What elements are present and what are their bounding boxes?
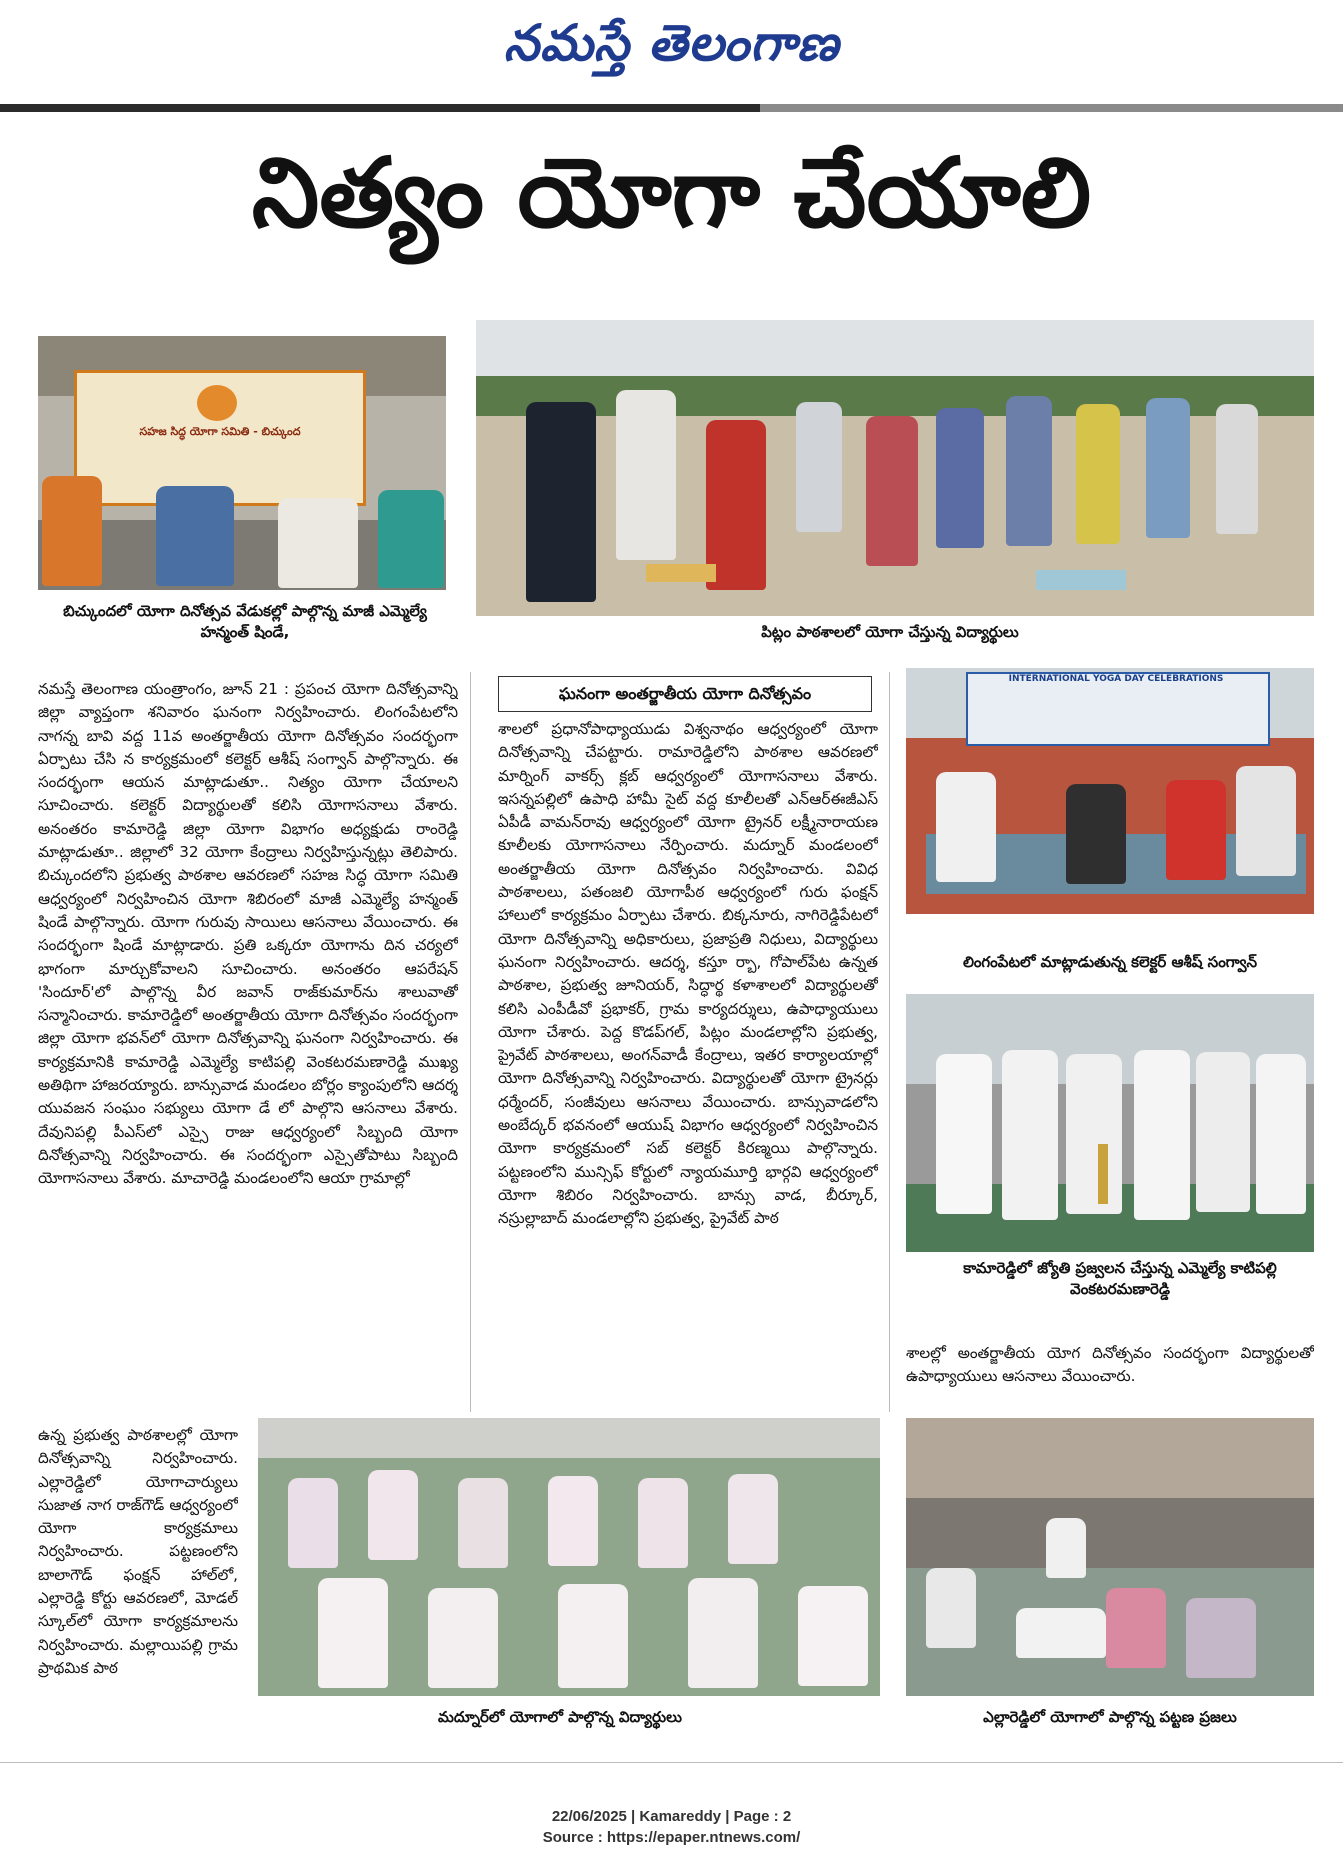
masthead-rule-accent: [760, 104, 1343, 112]
photo-madnoor: [258, 1418, 880, 1696]
yoga-logo-icon: [197, 385, 237, 421]
caption-pitlam: పిట్లం పాఠశాలలో యోగా చేస్తున్న విద్యార్థులు: [761, 623, 1019, 641]
lamp-icon: [1098, 1144, 1108, 1204]
footer-source-link[interactable]: Source : https://epaper.ntnews.com/: [542, 1829, 801, 1846]
banner-text: INTERNATIONAL YOGA DAY CELEBRATIONS: [1008, 674, 1224, 684]
photo-bichkunda: [38, 336, 446, 590]
article-photo4-continued: శాలల్లో అంతర్జాతీయ యోగ దినోత్సవం సందర్భంగా విద్యార్థులతో ఉపాధ్యాయులు ఆసనాలు వేయించారు.: [906, 1344, 1314, 1386]
caption-yellareddy: ఎల్లారెడ్డిలో యోగాలో పాల్గొన్న పట్టణ ప్రజలు: [983, 1708, 1237, 1726]
caption-lingampet: లింగంపేటలో మాట్లాడుతున్న కలెక్టర్ ఆశీష్ సంగ్వాన్: [962, 953, 1258, 971]
article-column-1-continued: ఉన్న ప్రభుత్వ పాఠశాలల్లో యోగా దినోత్సవాన్ని నిర్వహించారు. ఎల్లారెడ్డిలో యోగాచార్యులు సుజాత నాగ రాజ్‌గౌడ్ ఆధ్వర్యంలో యోగా కార్యక్రమాలు నిర్వహించారు. పట్టణంలోని బాలాగౌడ్ ఫంక్షన్ హాల్‌లో, ఎల్లారెడ్డి కోర్టు ఆవరణలో, మోడల్ స్కూల్‌లో యోగా కార్యక్రమాలను నిర్వహించారు. మల్లాయిపల్లి గ్రామ ప్రాథమిక పాఠ: [38, 1426, 238, 1677]
caption-kamareddy: కామారెడ్డిలో జ్యోతి ప్రజ్వలన చేస్తున్న ఎమ్మెల్యే కాటిపల్లి వెంకటరమణారెడ్డి: [963, 1259, 1277, 1298]
column-rule: [470, 672, 471, 1412]
headline: నిత్యం యోగా చేయాలి: [251, 137, 1092, 249]
photo-yellareddy: [906, 1418, 1314, 1696]
caption-bichkunda: బిచ్కుందలో యోగా దినోత్సవ వేడుకల్లో పాల్గొన్న మాజీ ఎమ్మెల్యే హన్మంత్ షిండే,: [63, 602, 427, 641]
column-rule: [889, 672, 890, 1412]
photo-kamareddy: [906, 994, 1314, 1252]
caption-madnoor: మద్నూర్‌లో యోగాలో పాల్గొన్న విద్యార్థులు: [438, 1708, 682, 1726]
masthead: [0, 0, 1343, 100]
masthead-logo: నమస్తే తెలంగాణ: [503, 14, 840, 72]
photo-lingampet: [906, 668, 1314, 914]
banner-text: సహజ సిద్ధ యోగా సమితి - బిచ్కుంద: [139, 425, 301, 438]
subhead: ఘనంగా అంతర్జాతీయ యోగా దినోత్సవం: [498, 676, 872, 712]
article-column-1: నమస్తే తెలంగాణ యంత్రాంగం, జూన్ 21 : ప్రపంచ యోగా దినోత్సవాన్ని జిల్లా వ్యాప్తంగా శనివారం ఘనంగా నిర్వహించారు. లింగంపేటలోని నాగన్న బావి వద్ద 11వ అంతర్జాతీయ యోగా దినోత్సవం సందర్భంగా ఏర్పాటు చేసి న కార్యక్రమంలో కలెక్టర్ ఆశీష్ సంగ్వాన్ పాల్గొన్నారు. ఈ సందర్భంగా ఆయన మాట్లాడుతూ.. నిత్యం యోగా చేయాలని సూచించారు. కలెక్టర్ విద్యార్థులతో కలిసి యోగాసనాలు వేశారు. అనంతరం కామారెడ్డి జిల్లా యోగా విభాగం అధ్యక్షుడు రాంరెడ్డి మాట్లాడుతూ.. జిల్లాలో 32 యోగా కేంద్రాలు నిర్వహిస్తున్నట్లు తెలిపారు. బిచ్కుందలోని ప్రభుత్వ పాఠశాల ఆవరణలో సహజ సిద్ధ యోగా సమితి ఆధ్వర్యంలో నిర్వహించిన యోగా శిబిరంలో మాజీ ఎమ్మెల్యే హన్మంత్ షిండే పాల్గొన్నారు. యోగా గురువు సాయిలు ఆసనాలు వేయించారు. ఈ సందర్భంగా షిండే మాట్లాడారు. ప్రతి ఒక్కరూ యోగాను దిన చర్యలో భాగంగా మార్చుకోవాలని సూచించారు. అనంతరం ఆపరేషన్ 'సిందూర్'లో పాల్గొన్న వీర జవాన్ రాజ్‌కుమార్‌ను శాలువాతో సన్మానించారు. కామారెడ్డిలో అంతర్జాతీయ యోగా దినోత్సవం సందర్భంగా జిల్లా యోగా భవన్‌లో యోగా దినోత్సవాన్ని ఘనంగా నిర్వహించారు. ఈ కార్యక్రమానికి కామారెడ్డి ఎమ్మెల్యే కాటిపల్లి వెంకటరమణారెడ్డి ముఖ్య అతిథిగా హాజరయ్యారు. బాన్సువాడ మండలం బోర్లం క్యాంపులోని ఆదర్శ యువజన సంఘం సభ్యులు యోగా డే లో పాల్గొని ఆసనాలు వేశారు. దేవునిపల్లి పీఎస్‌లో ఎస్సై రాజు ఆధ్వర్యంలో సిబ్బంది యోగా దినోత్సవాన్ని నిర్వహించారు. ఈ సందర్భంగా ఎస్సైతోపాటు సిబ్బంది యోగాసనాలు వేశారు. మాచారెడ్డి మండలంలోని ఆయా గ్రామాల్లో: [38, 680, 458, 1188]
footer-rule: [0, 1762, 1343, 1763]
article-column-2: శాలలో ప్రధానోపాధ్యాయుడు విశ్వనాథం ఆధ్వర్యంలో యోగా దినోత్సవాన్ని చేపట్టారు. రామారెడ్డిలోని పాఠశాల ఆవరణలో మార్నింగ్ వాకర్స్ క్లబ్ ఆధ్వర్యంలో యోగాసనాలు వేశారు. ఇసన్నపల్లిలో ఉపాధి హామీ సైట్ వద్ద కూలీలతో ఎన్‌ఆర్‌ఈజీఎస్ ఏపీడీ వామన్‌రావు ఆధ్వర్యంలో యోగా ట్రైనర్ లక్ష్మీనారాయణ కూలీలకు యోగాసనాలు నేర్పించారు. మద్నూర్ మండలంలో అంతర్జాతీయ యోగా దినోత్సవం నిర్వహించారు. వివిధ పాఠశాలలు, పతంజలి యోగాపీఠ ఆధ్వర్యంలో గురు ఫంక్షన్ హాలులో కార్యక్రమం ఏర్పాటు చేశారు. బిక్కనూరు, నాగిరెడ్డిపేటలో యోగా దినోత్సవాన్ని అధికారులు, ప్రజాప్రతి నిధులు, విద్యార్థులు ఘనంగా నిర్వహించారు. ఆదర్శ, కస్తూ ర్బా, గోపాల్‌పేట ఉన్నత పాఠశాల, ప్రభుత్వ జూనియర్, సిద్ధార్థ కళాశాలలో విద్యార్థులతో కలిసి ఎంపీడీవో ప్రభాకర్, గ్రామ కార్యదర్శులు, ఉపాధ్యాయులు యోగా చేశారు. పెద్ద కొడప్‌గల్, పిట్లం మండలాల్లోని ప్రభుత్వ, ప్రైవేట్ పాఠశాలలు, అంగన్‌వాడీ కేంద్రాలు, ఇతర కార్యాలయాల్లో యోగా దినోత్సవాన్ని నిర్వహించారు. విద్యార్థులతో యోగా ట్రైనర్లు ధర్మేందర్, సంజీవులు ఆసనాలు వేయించారు. బాన్సువాడలోని అంబేద్కర్ భవనంలో ఆయుష్ విభాగం ఆధ్వర్యంలో నిర్వహించిన యోగా కార్యక్రమంలో సబ్ కలెక్టర్ కిరణ్మయి పాల్గొన్నారు. పట్టణంలోని మున్సిఫ్ కోర్టులో న్యాయమూర్తి భార్గవి ఆధ్వర్యంలో యోగా శిబిరం నిర్వహించారు. బాన్సు వాడ, బీర్కూర్, నస్రుల్లాబాద్ మండలాల్లోని ప్రభుత్వ, ప్రైవేట్ పాఠ: [498, 720, 878, 1228]
photo-pitlam: [476, 320, 1314, 616]
footer-edition: 22/06/2025 | Kamareddy | Page : 2: [551, 1808, 792, 1825]
